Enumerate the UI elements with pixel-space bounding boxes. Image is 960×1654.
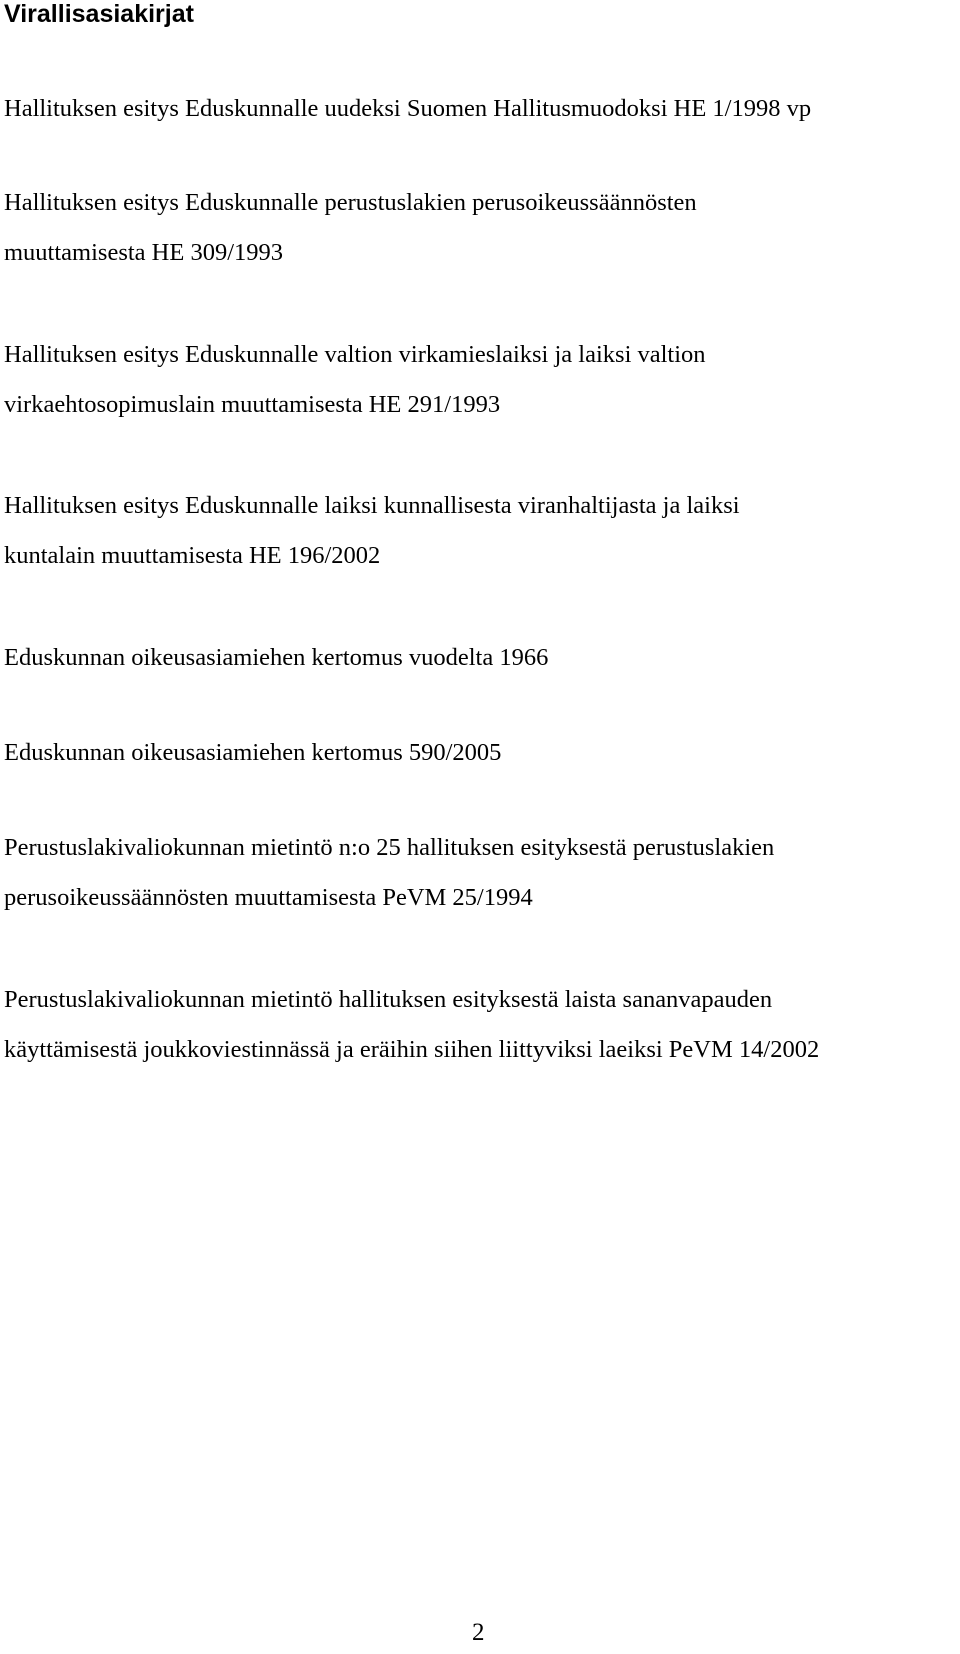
entry-line: virkaehtosopimuslain muuttamisesta HE 291/1993 [4, 391, 501, 418]
entry-line: Hallituksen esitys Eduskunnalle laiksi kunnallisesta viranhaltijasta ja laiksi [4, 492, 740, 519]
document-entry [4, 728, 501, 778]
entry-line: Hallituksen esitys Eduskunnalle perustuslakien perusoikeussäännösten [4, 189, 697, 216]
section-heading: Virallisasiakirjat [4, 0, 194, 28]
entry-line: käyttämisestä joukkoviestinnässä ja eräihin siihen liittyviksi laeiksi PeVM 14/2002 [4, 1036, 820, 1063]
entry-line: kuntalain muuttamisesta HE 196/2002 [4, 542, 381, 569]
entry-line: Perustuslakivaliokunnan mietintö hallituksen esityksestä laista sananvapauden [4, 986, 773, 1013]
entry-line: perusoikeussäännösten muuttamisesta PeVM 25/1994 [4, 884, 533, 911]
document-entry [4, 823, 774, 923]
page-number: 2 [472, 1619, 485, 1646]
document-entry [4, 330, 706, 430]
entry-line: Eduskunnan oikeusasiamiehen kertomus vuodelta 1966 [4, 644, 549, 671]
document-entry [4, 975, 819, 1075]
document-entry [4, 178, 697, 278]
entry-line: Hallituksen esitys Eduskunnalle uudeksi Suomen Hallitusmuodoksi HE 1/1998 vp [4, 95, 812, 122]
document-entry [4, 633, 548, 683]
entry-line: Eduskunnan oikeusasiamiehen kertomus 590/2005 [4, 739, 502, 766]
document-entry [4, 84, 811, 134]
entry-line: muuttamisesta HE 309/1993 [4, 239, 283, 266]
entry-line: Hallituksen esitys Eduskunnalle valtion virkamieslaiksi ja laiksi valtion [4, 341, 706, 368]
document-entry [4, 481, 740, 581]
entry-line: Perustuslakivaliokunnan mietintö n:o 25 hallituksen esityksestä perustuslakien [4, 834, 775, 861]
